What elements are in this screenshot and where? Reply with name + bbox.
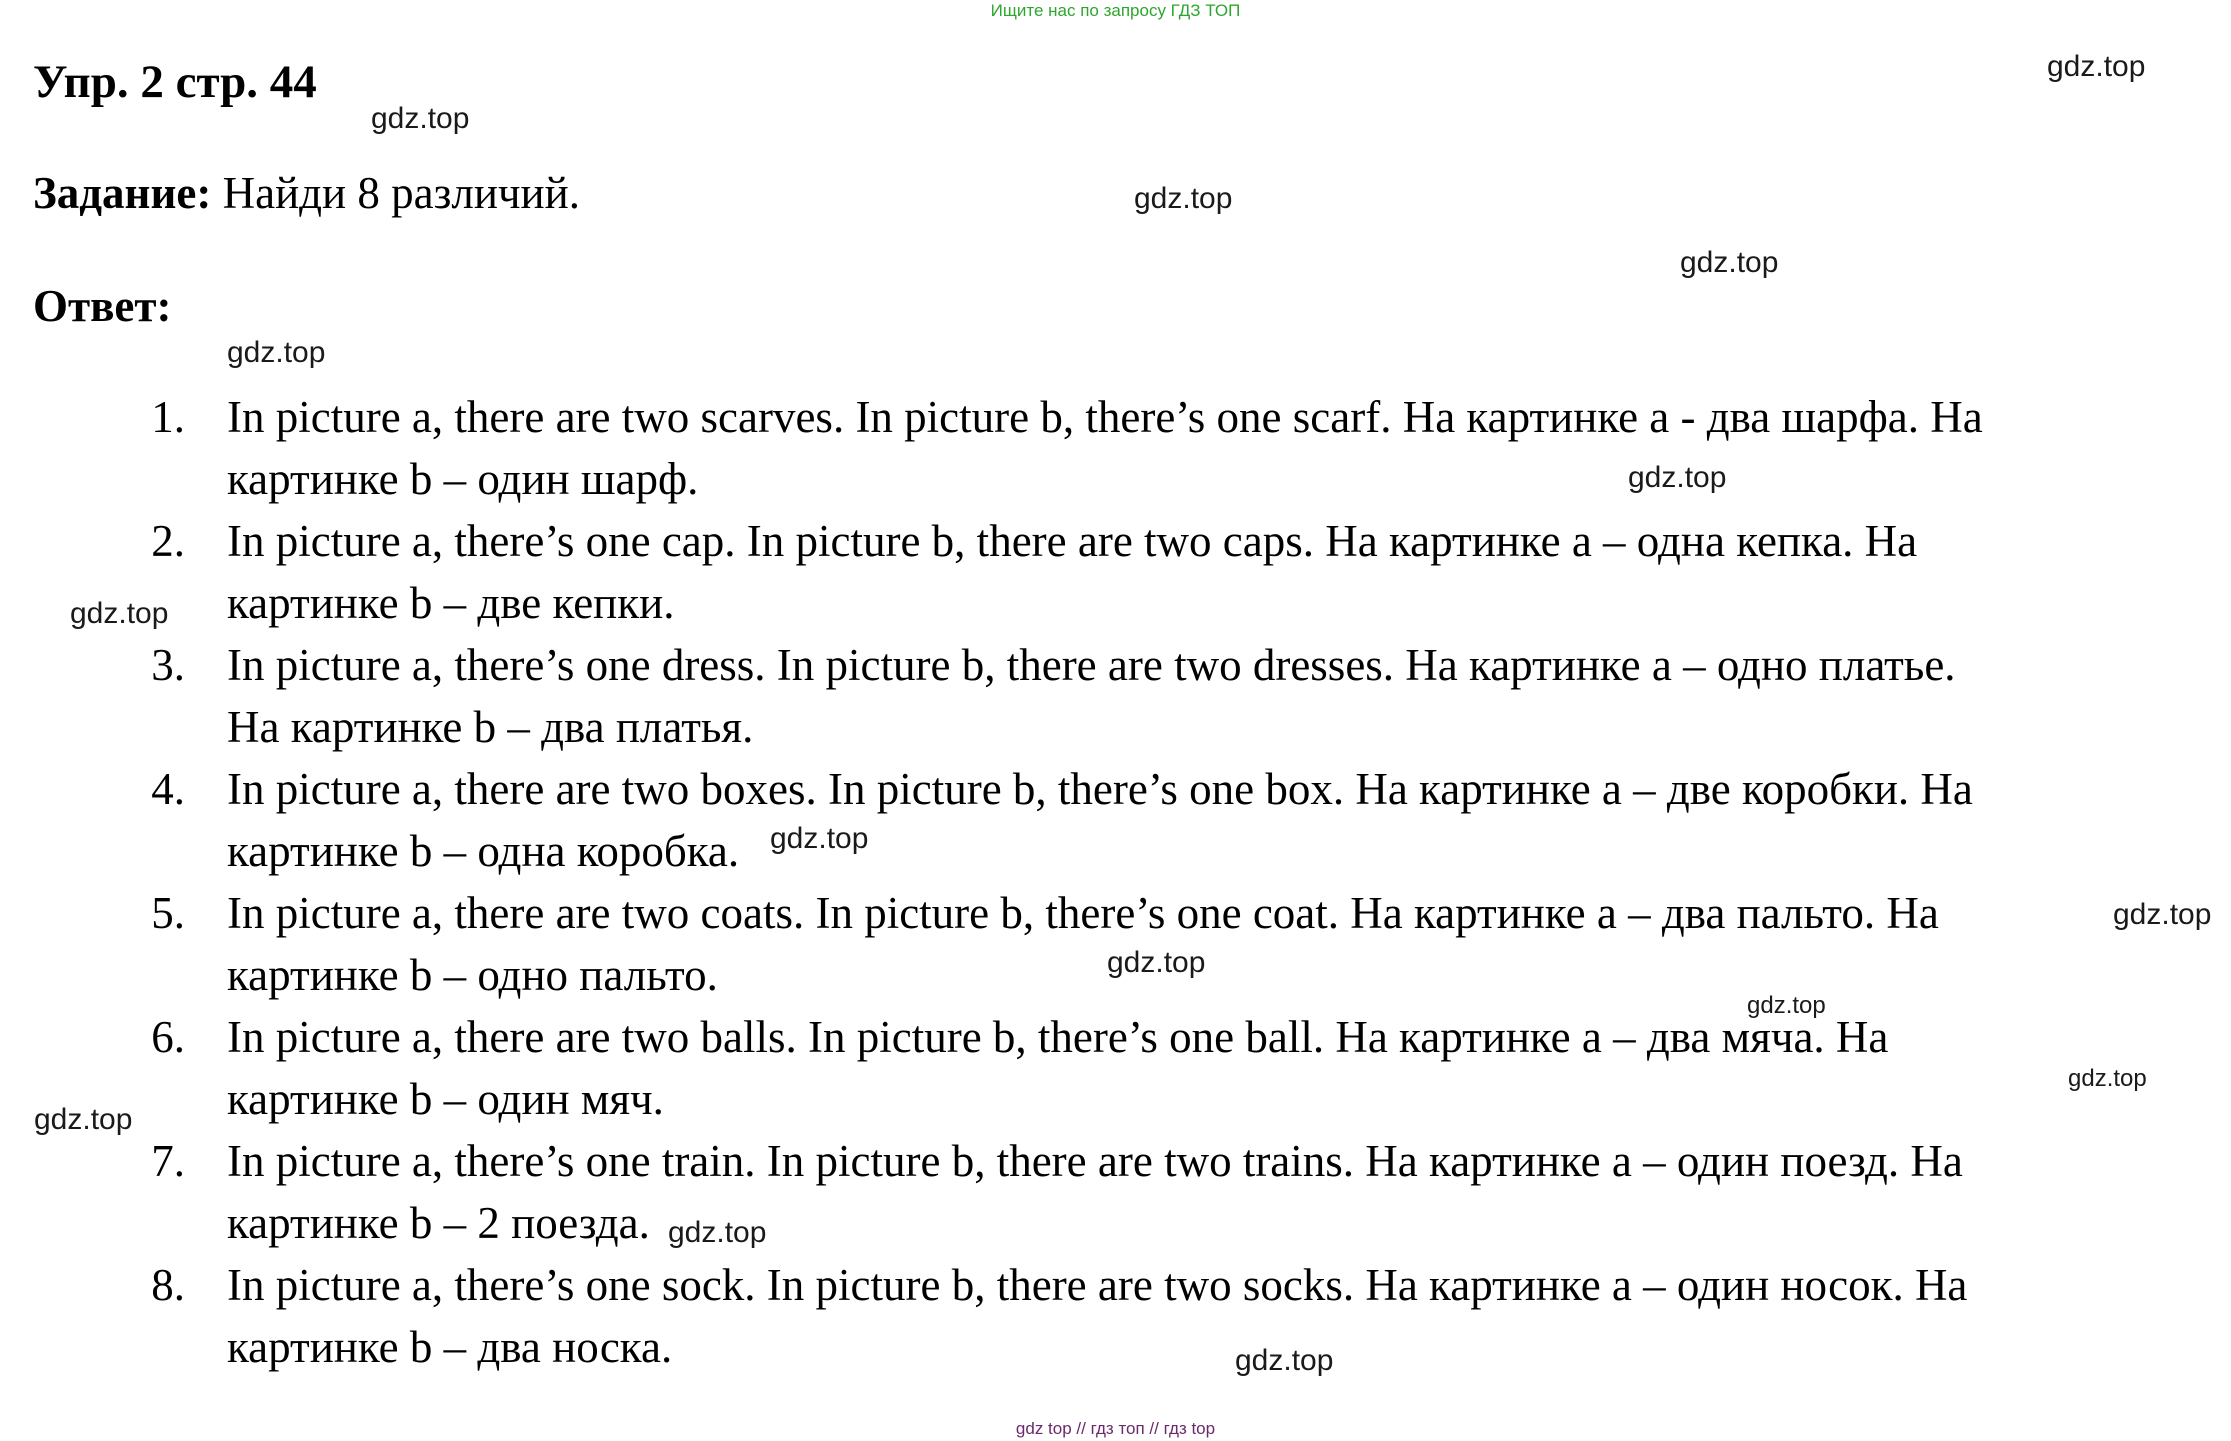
item-text <box>185 882 2200 1006</box>
item-line: In picture a, there’s one cap. In picture b, there are two caps. На картинке а – одна кепка. На <box>227 516 1918 566</box>
watermark: gdz.top <box>34 1103 133 1136</box>
item-number: 5. <box>151 888 185 938</box>
watermark: gdz.top <box>2113 898 2212 931</box>
watermark: gdz.top <box>227 336 326 369</box>
watermark: gdz.top <box>2047 50 2146 83</box>
item-text <box>185 758 2200 882</box>
list-item <box>100 882 2200 1006</box>
item-line: картинке b – одна коробка. <box>227 826 740 876</box>
item-line: картинке b – один мяч. <box>227 1074 664 1124</box>
item-line: картинке b – 2 поезда. <box>227 1198 650 1248</box>
item-line: In picture a, there are two balls. In picture b, there’s one ball. На картинке а – два мяча. На <box>227 1012 1889 1062</box>
watermark: gdz.top <box>1235 1344 1334 1377</box>
list-item <box>100 510 2200 634</box>
item-text <box>185 1130 2200 1254</box>
item-number: 4. <box>151 764 185 814</box>
item-line: In picture a, there are two coats. In picture b, there’s one coat. На картинке а – два пальто. На <box>227 888 1939 938</box>
item-line: На картинке b – два платья. <box>227 702 754 752</box>
item-number: 8. <box>151 1260 185 1310</box>
watermark: gdz.top <box>668 1216 767 1249</box>
watermark: gdz.top <box>1747 992 1826 1019</box>
list-item <box>100 758 2200 882</box>
watermark: gdz.top <box>1628 461 1727 494</box>
item-text <box>185 510 2200 634</box>
item-line: In picture a, there’s one train. In picture b, there are two trains. На картинке а – один поезд. На <box>227 1136 1963 1186</box>
list-item <box>100 386 2200 510</box>
item-line: картинке b – одно пальто. <box>227 950 718 1000</box>
item-line: картинке b – один шарф. <box>227 454 699 504</box>
task-text: Найди 8 различий. <box>222 168 580 218</box>
item-text <box>185 634 2200 758</box>
watermark: gdz.top <box>770 822 869 855</box>
watermark: gdz.top <box>2068 1065 2147 1092</box>
item-text <box>185 386 2200 510</box>
item-number: 7. <box>151 1136 185 1186</box>
item-number: 3. <box>151 640 185 690</box>
item-text <box>185 1254 2200 1378</box>
watermark: gdz.top <box>1134 182 1233 215</box>
item-number: 1. <box>151 392 185 442</box>
page-title: Упр. 2 стр. 44 <box>33 56 317 108</box>
item-line: In picture a, there’s one sock. In picture b, there are two socks. На картинке а – один носок. На <box>227 1260 1968 1310</box>
item-line: In picture a, there’s one dress. In picture b, there are two dresses. На картинке а – одно платье. <box>227 640 1956 690</box>
item-line: картинке b – две кепки. <box>227 578 675 628</box>
answer-list <box>100 386 2200 1378</box>
watermark: gdz.top <box>371 102 470 135</box>
list-item <box>100 1006 2200 1130</box>
top-search-note: Ищите нас по запросу ГДЗ ТОП <box>990 1 1241 20</box>
item-number: 2. <box>151 516 185 566</box>
item-line: картинке b – два носка. <box>227 1322 673 1372</box>
task-label: Задание: <box>33 168 212 218</box>
item-line: In picture a, there are two scarves. In picture b, there’s one scarf. На картинке а - два шарфа. На <box>227 392 1983 442</box>
bottom-footer-note: gdz top // гдз топ // гдз top <box>1015 1419 1216 1438</box>
watermark: gdz.top <box>1680 246 1779 279</box>
item-text <box>185 1006 2200 1130</box>
watermark: gdz.top <box>70 597 169 630</box>
list-item <box>100 1254 2200 1378</box>
answer-label: Ответ: <box>33 281 172 331</box>
item-line: In picture a, there are two boxes. In picture b, there’s one box. На картинке а – две коробки. На <box>227 764 1973 814</box>
task-line <box>33 163 580 223</box>
watermark: gdz.top <box>1107 946 1206 979</box>
item-number: 6. <box>151 1012 185 1062</box>
list-item <box>100 634 2200 758</box>
list-item <box>100 1130 2200 1254</box>
